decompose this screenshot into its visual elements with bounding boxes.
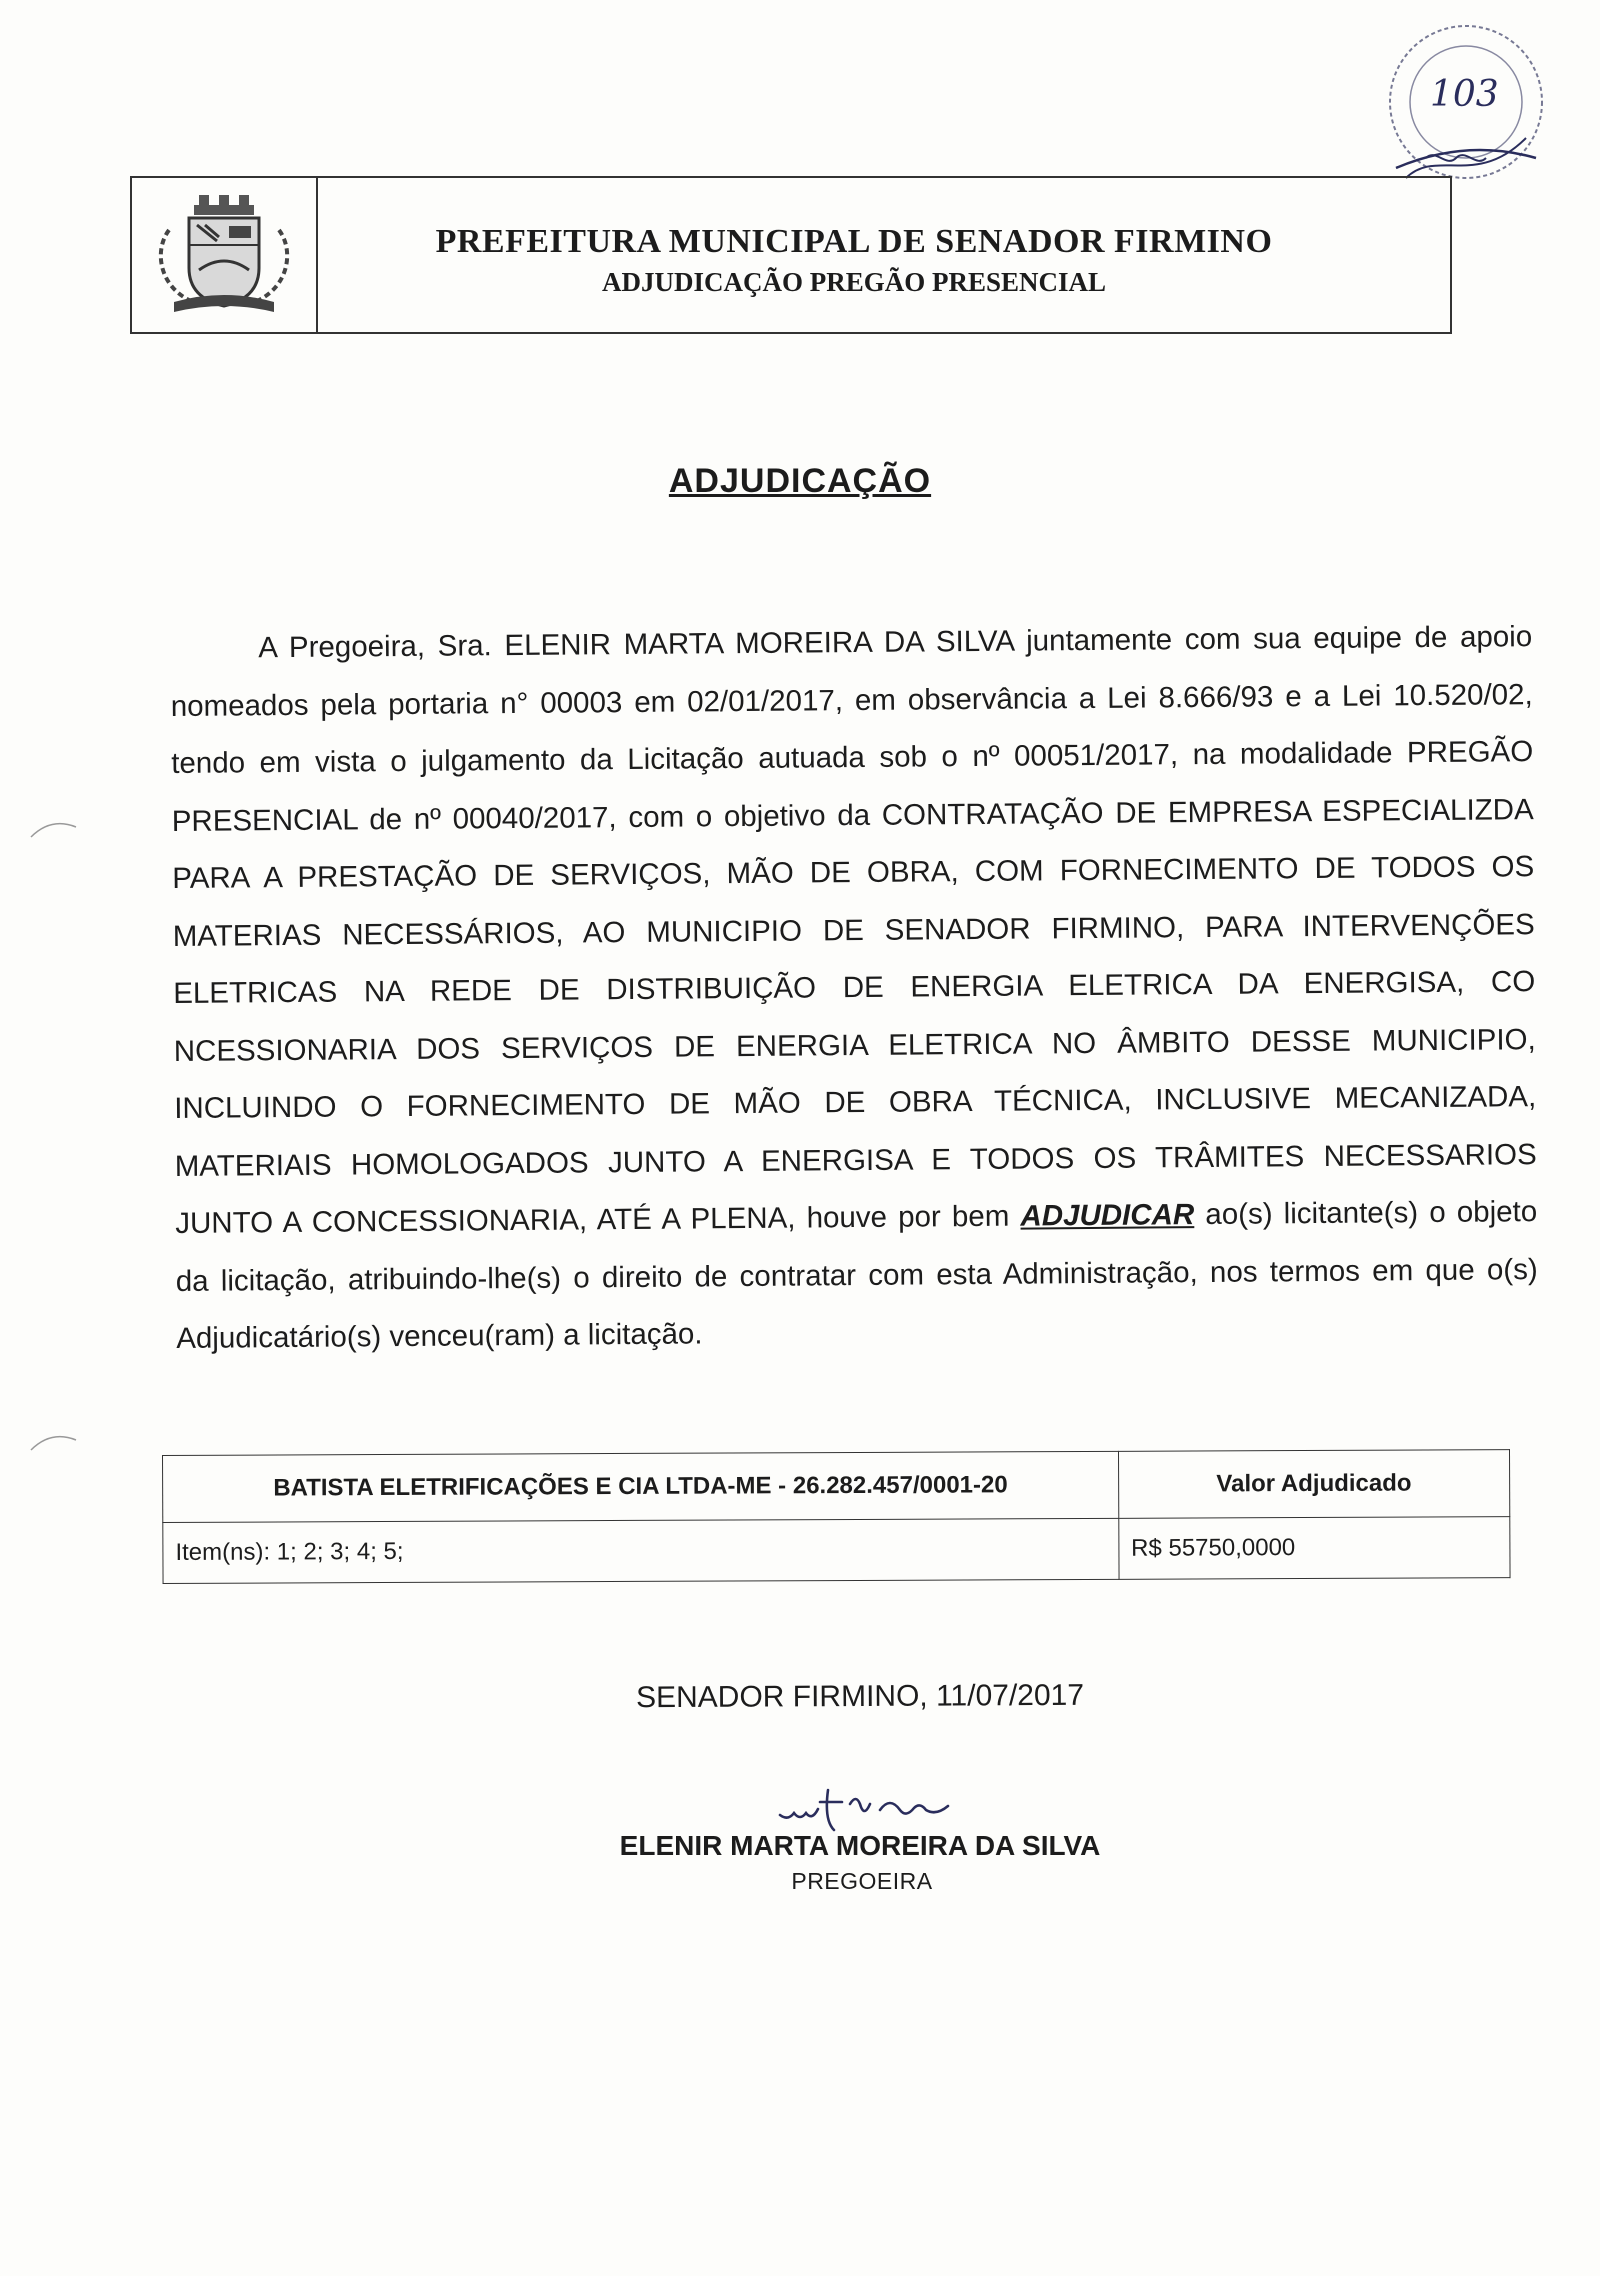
document-title-text: ADJUDICAÇÃO: [668, 462, 932, 500]
signer-name: ELENIR MARTA MOREIRA DA SILVA: [619, 1830, 1101, 1861]
municipality-title: PREFEITURA MUNICIPAL DE SENADOR FIRMINO: [435, 222, 1273, 260]
page-number: 103: [1430, 74, 1499, 115]
letterhead-text: [318, 178, 1450, 332]
value-cell: R$ 55750,0000: [1118, 1517, 1510, 1580]
adjudication-body: [170, 608, 1538, 1367]
signer-role: PREGOEIRA: [791, 1868, 933, 1894]
body-text-part2: ao(s) licitante(s) o objeto da licitação, atribuindo-lhe(s) o direito de contratar com esta Administração, nos termos em que o(s) Adjudicatário(s) venceu(ram) a licitação.: [175, 1195, 1538, 1355]
place-date: SENADOR FIRMINO, 11/07/2017: [635, 1678, 1085, 1715]
company-header: BATISTA ELETRIFICAÇÕES E CIA LTDA-ME - 26.282.457/0001-20: [163, 1451, 1119, 1522]
body-text-part1: A Pregoeira, Sra. ELENIR MARTA MOREIRA DA SILVA juntamente com sua equipe de apoio nomeados pela portaria n° 00003 em 02/01/2017, em observância a Lei 8.666/93 e a Lei 10.520/02, tendo em vista o julgamento da Licitação autuada sob o nº 00051/2017, na modalidade PREGÃO PRESENCIAL de nº 00040/2017, com o objetivo da CONTRATAÇÃO DE EMPRESA ESPECIALIZDA PARA A PRESTAÇÃO DE SERVIÇOS, MÃO DE OBRA, COM FORNECIMENTO DE TODOS OS MATERIAS NECESSÁRIOS, AO MUNICIPIO DE SENADOR FIRMINO, PARA INTERVENÇÕES ELETRICAS NA REDE DE DISTRIBUIÇÃO DE ENERGIA ELETRICA DA ENERGISA, CO NCESSIONARIA DOS SERVIÇOS DE ENERGIA ELETRICA NO ÂMBITO DESSE MUNICIPIO, INCLUINDO O FORNECIMENTO DE MÃO DE OBRA TÉCNICA, INCLUSIVE MECANIZADA, MATERIAIS HOMOLOGADOS JUNTO A ENERGISA E TODOS OS TRÂMITES NECESSARIOS JUNTO A CONCESSIONARIA, ATÉ A PLENA, houve por bem: [170, 620, 1537, 1240]
commission-stamp: [1366, 18, 1566, 198]
items-cell: Item(ns): 1; 2; 3; 4; 5;: [163, 1518, 1119, 1583]
value-header: Valor Adjudicado: [1118, 1450, 1510, 1519]
punch-hole-mark: [26, 1425, 86, 1455]
table-row: [163, 1517, 1510, 1584]
municipal-coat-of-arms-icon: [149, 190, 299, 320]
letterhead: [130, 176, 1452, 334]
punch-hole-mark: [26, 812, 86, 842]
award-table: [162, 1449, 1511, 1584]
letterhead-subtitle: ADJUDICAÇÃO PREGÃO PRESENCIAL: [601, 266, 1107, 297]
adjudicar-emphasis: ADJUDICAR: [1020, 1198, 1195, 1233]
table-header-row: [163, 1450, 1510, 1523]
body-paragraph: [170, 608, 1538, 1367]
document-title: [0, 462, 1600, 501]
logo-cell: [132, 178, 318, 332]
